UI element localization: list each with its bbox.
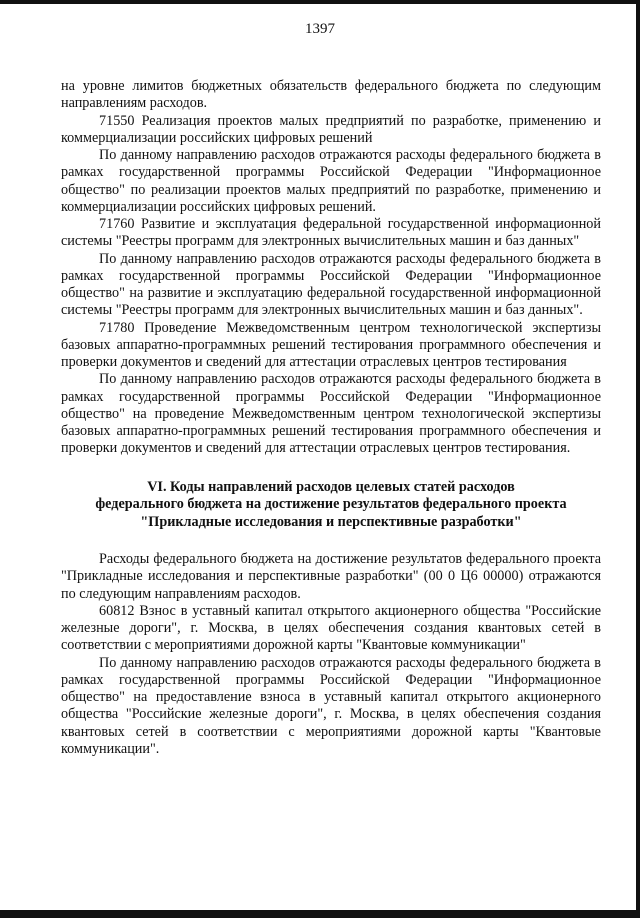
scan-border-bottom — [0, 910, 640, 918]
paragraph-code-71780: 71780 Проведение Межведомственным центром технологической экспертизы базовых аппаратно-программных решений тестирования программного обеспечения и проверки документов и сведений для аттестации отраслевых центров тестирования — [61, 319, 601, 370]
document-body — [61, 78, 601, 758]
section-heading — [61, 479, 601, 532]
paragraph-code-60812: 60812 Взнос в уставный капитал открытого акционерного общества "Российские железные дороги", г. Москва, в целях обеспечения создания квантовых сетей в соответствии с мероприятиями дорожной карты "Квантовые коммуникации" — [61, 602, 601, 654]
paragraph-description-71760: По данному направлению расходов отражаются расходы федерального бюджета в рамках государственной программы Российской Федерации "Информационное общество" на развитие и эксплуатацию федеральной государственной информационной системы "Реестры программ для электронных вычислительных машин и баз данных". — [61, 250, 601, 319]
page-number: 1397 — [305, 21, 335, 37]
paragraph-code-71550: 71550 Реализация проектов малых предприятий по разработке, применению и коммерциализации российских цифровых решений — [61, 112, 601, 146]
section-heading-line-1: VI. Коды направлений расходов целевых статей расходов — [147, 478, 515, 495]
section-heading-line-3: "Прикладные исследования и перспективные разработки" — [140, 513, 522, 530]
scan-border-top — [0, 0, 640, 4]
paragraph-description-60812: По данному направлению расходов отражаются расходы федерального бюджета в рамках государственной программы Российской Федерации "Информационное общество" на предоставление взноса в уставный капитал открытого акционерного общества "Российские железные дороги", г. Москва, в целях обеспечения создания квантовых сетей в соответствии с мероприятиями дорожной карты "Квантовые коммуникации". — [61, 654, 601, 757]
paragraph-description-71550: По данному направлению расходов отражаются расходы федерального бюджета в рамках государственной программы Российской Федерации "Информационное общество" по реализации проектов малых предприятий по разработке, применению и коммерциализации российских цифровых решений. — [61, 147, 601, 215]
scan-border-right — [636, 0, 640, 918]
paragraph-code-71760: 71760 Развитие и эксплуатация федеральной государственной информационной системы "Реестры программ для электронных вычислительных машин и баз данных" — [61, 216, 601, 250]
section-heading-line-2: федерального бюджета на достижение результатов федерального проекта — [95, 496, 567, 512]
paragraph-intro: на уровне лимитов бюджетных обязательств федерального бюджета по следующим направлениям расходов. — [61, 78, 601, 112]
paragraph-section-intro: Расходы федерального бюджета на достижение результатов федерального проекта "Прикладные исследования и перспективные разработки" (00 0 Ц6 00000) отражаются по следующим направлениям расходов. — [61, 551, 601, 602]
paragraph-description-71780: По данному направлению расходов отражаются расходы федерального бюджета в рамках государственной программы Российской Федерации "Информационное общество" на проведение Межведомственным центром технологической экспертизы базовых аппаратно-программных решений тестирования программного обеспечения и проверки документов и сведений для аттестации отраслевых центров тестирования. — [61, 371, 601, 457]
